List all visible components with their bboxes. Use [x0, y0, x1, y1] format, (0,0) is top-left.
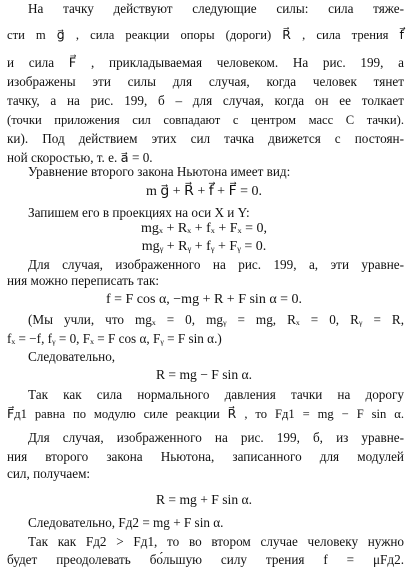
paragraph-line: Для случая, изображенного на рис. 199, б, из уравне-	[28, 430, 404, 445]
paragraph-line: ния можно переписать так:	[7, 273, 160, 288]
paragraph-line: и сила F⃗ , прикладываемая человеком. На рис. 199, а	[7, 55, 404, 70]
paragraph-line: F⃗д1 равна по модулю силе реакции R⃗ , то Fд1 = mg − F sin α.	[7, 407, 404, 421]
equation-reaction-a: R = mg − F sin α.	[155, 367, 253, 382]
equation-projection-y: mgᵧ + Rᵧ + fᵧ + Fᵧ = 0.	[141, 239, 267, 254]
paragraph-line: На тачку действуют следующие силы: сила тяже-	[28, 1, 404, 16]
paragraph-line: сил, получаем:	[7, 466, 91, 481]
paragraph-line: Так как сила нормального давления тачки на дорогу	[28, 387, 404, 402]
equation-newton-second-law: m g⃗ + R⃗ + f⃗ + F⃗ = 0.	[145, 184, 263, 199]
paragraph-line: fₓ = −f, fᵧ = 0, Fₓ = F cos α, Fᵧ = F sin α.)	[7, 331, 222, 346]
paragraph-line: сти m g⃗ , сила реакции опоры (дороги) R⃗ , сила трения f⃗	[7, 28, 404, 42]
paragraph-line: ной скоростью, т. е. a⃗ = 0.	[7, 150, 153, 165]
paragraph-line: Уравнение второго закона Ньютона имеет вид:	[28, 164, 291, 179]
paragraph-line: Так как Fд2 > Fд1, то во втором случае человеку нужно	[28, 534, 404, 549]
paragraph-line: Следовательно,	[28, 349, 116, 364]
equation-reaction-b: R = mg + F sin α.	[155, 492, 253, 507]
paragraph-line: ки). Под действием этих сил тачка движется с постоян-	[7, 131, 404, 146]
paragraph-line: будет преодолевать бо́льшую силу трения f = μFд2.	[7, 552, 404, 567]
paragraph-line: тачку, а на рис. 199, б – для случая, когда он ее толкает	[7, 93, 404, 108]
paragraph-line: Запишем его в проекциях на оси X и Y:	[28, 205, 250, 220]
paragraph-line: изображены эти силы для случая, когда человек тянет	[7, 74, 404, 89]
paragraph-line: (Мы учли, что mgₓ = 0, mgᵧ = mg, Rₓ = 0, Rᵧ = R,	[28, 312, 404, 327]
paragraph-line: (точки приложения сил совпадают с центром масс C тачки).	[7, 113, 404, 127]
paragraph-line: Для случая, изображенного на рис. 199, а, эти уравне-	[28, 257, 404, 272]
paragraph-line: ния второго закона Ньютона, записанного для модулей	[7, 449, 404, 464]
equation-projection-x: mgₓ + Rₓ + fₓ + Fₓ = 0,	[141, 221, 267, 236]
paragraph-line: Следовательно, Fд2 = mg + F sin α.	[28, 515, 224, 530]
equation-case-a: f = F cos α, −mg + R + F sin α = 0.	[105, 292, 303, 307]
